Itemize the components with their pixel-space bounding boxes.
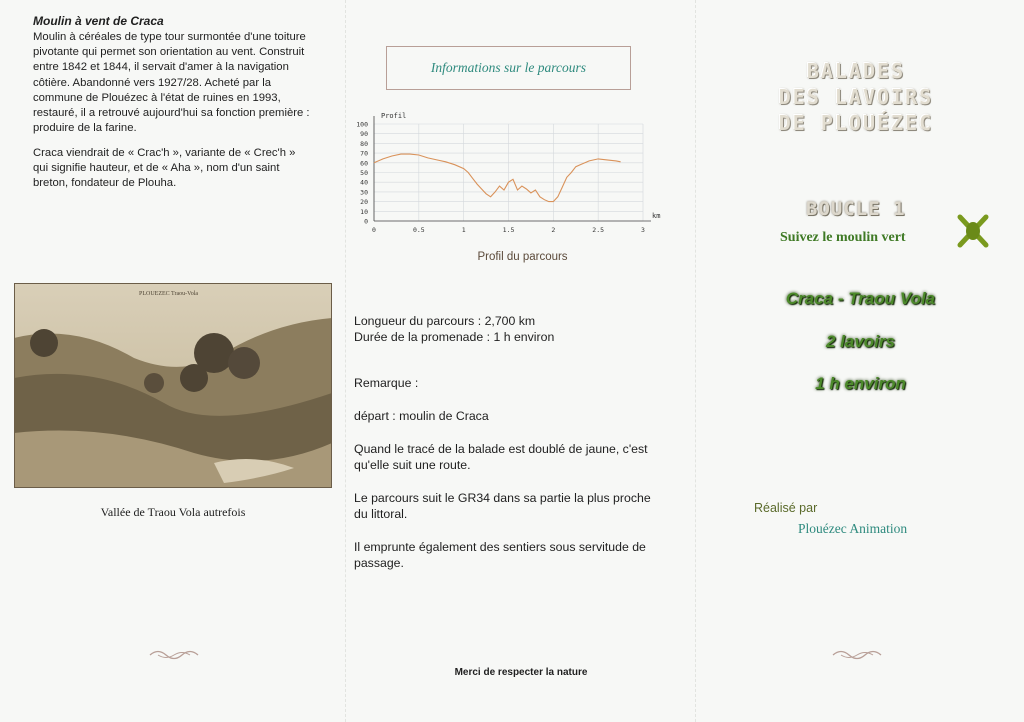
text-line: qui signifie hauteur, et de « Aha », nom d'un saint [33,162,280,175]
text-line: Craca viendrait de « Crac'h », variante de « Crec'h » [33,147,296,159]
x-tick-label: 3 [641,226,645,234]
text-line: Longueur du parcours : 2,700 km [354,314,536,328]
flourish-ornament [831,646,883,664]
y-tick-label: 100 [356,120,368,129]
x-axis-label: km [652,212,661,220]
elevation-profile-chart [346,108,676,238]
route-name: Craca - Traou Vola [785,289,936,308]
credit-organization: Plouézec Animation [798,521,908,536]
title-line: DES LAVOIRS [778,85,934,109]
y-tick-label: 20 [360,198,368,207]
wash-house-count: 2 lavoirs [826,332,895,351]
x-tick-label: 2 [551,226,556,234]
text-line: pivotante qui permet son orientation au vent. Construit [33,46,305,59]
y-tick-label: 80 [360,139,368,148]
x-tick-label: 0 [372,226,376,234]
valley-photo [14,283,332,488]
title-line: DE PLOUÉZEC [778,111,934,135]
duration-text: 1 h environ [815,374,906,393]
follow-mill-text: Suivez le moulin vert [780,230,906,245]
y-tick-label: 60 [360,159,368,168]
start-point: départ : moulin de Craca [354,409,489,423]
y-tick-label: 40 [360,178,368,187]
brochure-title [736,58,976,136]
y-tick-label: 0 [364,217,368,226]
y-tick-label: 70 [360,149,368,158]
y-tick-label: 30 [360,188,368,197]
title-line: BALADES [806,59,906,83]
text-line: breton, fondateur de Plouha. [33,177,177,190]
text-line: côtière. Abandonné vers 1927/28. Acheté par la [33,76,272,89]
text-line: Quand le tracé de la balade est doublé de jaune, c'est [354,442,648,456]
text-line: Moulin à céréales de type tour surmontée d'une toiture [33,31,306,43]
left-panel [0,0,345,722]
info-title-box [386,46,631,90]
right-panel [695,0,1024,722]
text-line: entre 1842 et 1844, il servait d'amer à la navigation [33,61,289,74]
text-line: Durée de la promenade : 1 h environ [354,330,555,344]
y-tick-label: 10 [360,207,368,216]
profile-series-line [374,154,621,202]
loop-number: BOUCLE 1 [806,198,906,220]
mill-title: Moulin à vent de Craca [33,14,164,28]
chart-caption: Profil du parcours [477,251,568,263]
photo-caption: Vallée de Traou Vola autrefois [100,505,246,519]
x-tick-label: 2.5 [592,226,605,234]
text-line: passage. [354,556,404,570]
servitude-note [354,539,684,571]
road-note [354,441,684,473]
text-line: du littoral. [354,507,408,521]
text-line: Le parcours suit le GR34 dans sa partie la plus proche [354,491,651,505]
postcard-text: PLOUEZEC Traou-Vola [139,291,199,297]
y-axis-label: Profil [381,112,407,120]
length-duration [354,313,684,345]
route-info [354,313,684,588]
middle-panel [345,0,696,722]
remark-heading: Remarque : [354,376,419,390]
x-tick-label: 1.5 [502,226,515,234]
info-title: Informations sur le parcours [430,60,587,75]
x-tick-label: 0.5 [412,226,425,234]
mill-description [33,30,333,136]
x-tick-label: 1 [461,226,466,234]
respect-nature-text: Merci de respecter la nature [454,667,588,678]
flourish-ornament [148,646,200,664]
y-tick-label: 90 [360,130,368,139]
green-mill-icon [955,212,991,250]
gr34-note [354,490,684,522]
name-origin-text [33,146,333,192]
text-line: commune de Plouézec à l'état de ruines en 1993, [33,91,281,104]
text-line: Il emprunte également des sentiers sous servitude de [354,540,646,554]
text-line: qu'elle suit une route. [354,458,471,472]
credit-label: Réalisé par [754,501,818,515]
text-line: produire de la farine. [33,122,137,135]
y-tick-label: 50 [360,169,368,177]
text-line: restauré, il a retrouvé aujourd'hui sa fonction première : [33,107,310,120]
